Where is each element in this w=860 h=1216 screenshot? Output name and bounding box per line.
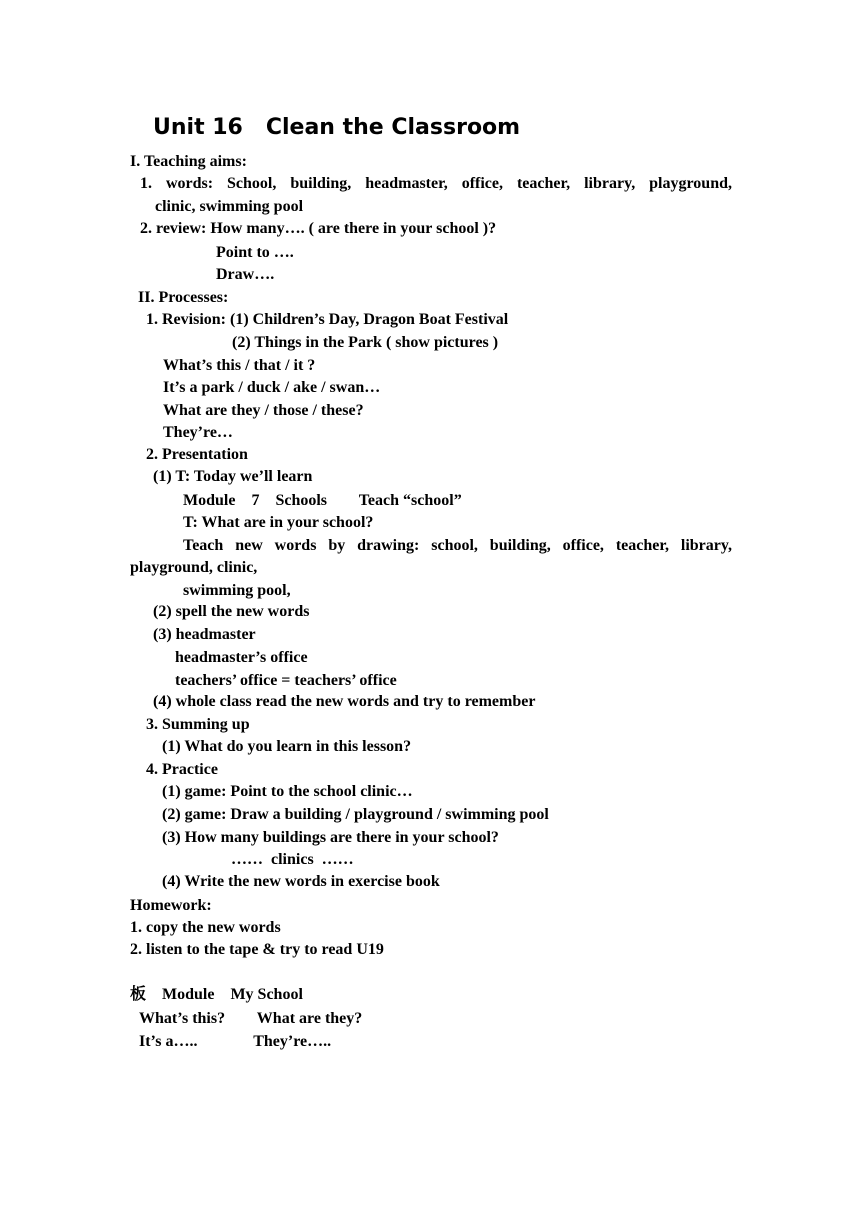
aim-words-line: 1. words: School, building, headmaster, office, teacher, library, playground, — [140, 175, 732, 192]
practice-item-2: (2) game: Draw a building / playground / swimming pool — [162, 806, 549, 823]
processes-heading: II. Processes: — [138, 289, 229, 306]
presentation-item-3: (3) headmaster — [153, 626, 256, 643]
presentation-headmaster-office: headmaster’s office — [175, 649, 308, 666]
practice-item-4: (4) Write the new words in exercise book — [162, 873, 440, 890]
presentation-teachers-office: teachers’ office = teachers’ office — [175, 672, 397, 689]
aim-words-continued: clinic, swimming pool — [155, 198, 304, 215]
board-answer-line: It’s a….. They’re….. — [139, 1033, 332, 1050]
aim-review-draw: Draw…. — [216, 266, 275, 283]
revision-answer-1: It’s a park / duck / ake / swan… — [163, 379, 381, 396]
teaching-aims-heading: I. Teaching aims: — [130, 153, 247, 170]
practice-item-3: (3) How many buildings are there in your school? — [162, 829, 499, 846]
homework-heading: Homework: — [130, 897, 212, 914]
homework-item-1: 1. copy the new words — [130, 919, 281, 936]
practice-heading: 4. Practice — [146, 761, 218, 778]
revision-question-1: What’s this / that / it ? — [163, 357, 316, 374]
aim-review: 2. review: How many…. ( are there in your school )? — [140, 220, 497, 237]
presentation-teach-continued: playground, clinic, — [130, 559, 258, 576]
homework-item-2: 2. listen to the tape & try to read U19 — [130, 941, 384, 958]
presentation-item-2: (2) spell the new words — [153, 603, 310, 620]
document-title: Unit 16 Clean the Classroom — [153, 115, 521, 140]
revision-line-2: (2) Things in the Park ( show pictures ) — [232, 334, 499, 351]
revision-line-1: 1. Revision: (1) Children’s Day, Dragon Boat Festival — [146, 311, 509, 328]
summing-up-heading: 3. Summing up — [146, 716, 250, 733]
board-design-heading: 板 Module My School — [130, 986, 303, 1003]
revision-answer-2: They’re… — [163, 424, 233, 441]
revision-question-2: What are they / those / these? — [163, 402, 364, 419]
practice-clinics-line: …… clinics …… — [231, 851, 354, 868]
presentation-item-4: (4) whole class read the new words and try to remember — [153, 693, 536, 710]
summing-up-item-1: (1) What do you learn in this lesson? — [162, 738, 412, 755]
aim-review-point: Point to …. — [216, 244, 294, 261]
presentation-heading: 2. Presentation — [146, 446, 248, 463]
presentation-teach-line: Teach new words by drawing: school, building, office, teacher, library, — [183, 537, 732, 554]
board-question-line: What’s this? What are they? — [139, 1010, 363, 1027]
presentation-module-line: Module 7 Schools Teach “school” — [183, 492, 462, 509]
presentation-question: T: What are in your school? — [183, 514, 374, 531]
practice-item-1: (1) game: Point to the school clinic… — [162, 783, 413, 800]
presentation-item-1: (1) T: Today we’ll learn — [153, 468, 313, 485]
presentation-teach-swimming: swimming pool, — [183, 582, 291, 599]
